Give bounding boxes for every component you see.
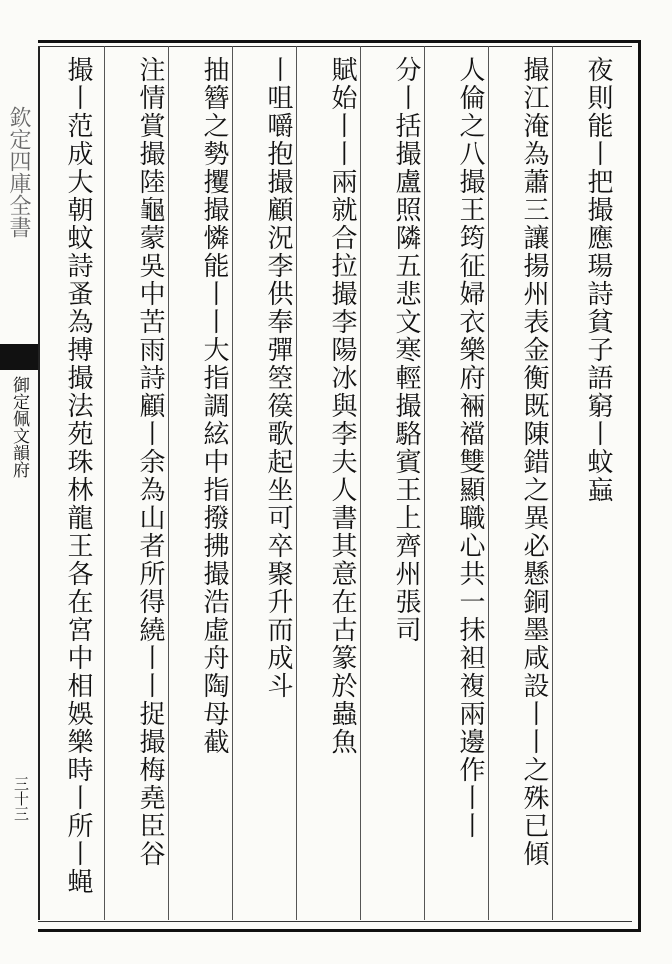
text-column: 人倫之八撮王筠征婦衣樂府裲襠雙顯職心共一抹袒複兩邊作丨丨	[455, 56, 485, 840]
text-column: 注情賞撮陸龜蒙吳中苦雨詩顧丨余為山者所得繞丨丨捉撮梅堯臣谷	[135, 56, 165, 868]
column-rule	[104, 46, 105, 920]
page-margin	[0, 46, 40, 920]
text-column: 撮江淹為蕭三讓揚州表金衡既陳錯之異必懸銅墨咸設丨丨之殊已傾	[519, 56, 549, 868]
text-column: 丨咀嚼抱撮顧況李供奉彈箜篌歌起坐可卒聚升而成斗	[263, 56, 293, 700]
text-column: 分丨括撮盧照隣五悲文寒輕撮駱賓王上齊州張司	[391, 56, 421, 644]
text-column: 夜則能丨把撮應瑒詩貧子語窮丨蚊蝱	[583, 56, 613, 504]
text-column: 撮丨范成大朝蚊詩蚤為搏撮法苑珠林龍王各在宮中相娛樂時丨所丨蝇	[63, 56, 93, 896]
page-number: 三十三	[12, 776, 30, 821]
text-column: 抽簪之勢攫撮憐能丨丨大指調絃中指撥拂撮浩虛舟陶母截	[199, 56, 229, 756]
running-title: 欽定四庫全書	[6, 106, 31, 238]
text-column: 賦始丨丨兩就合拉撮李陽冰與李夫人書其意在古篆於蟲魚	[327, 56, 357, 756]
book-title: 御定佩文韻府	[9, 376, 29, 478]
fish-tail-mark	[0, 344, 38, 370]
